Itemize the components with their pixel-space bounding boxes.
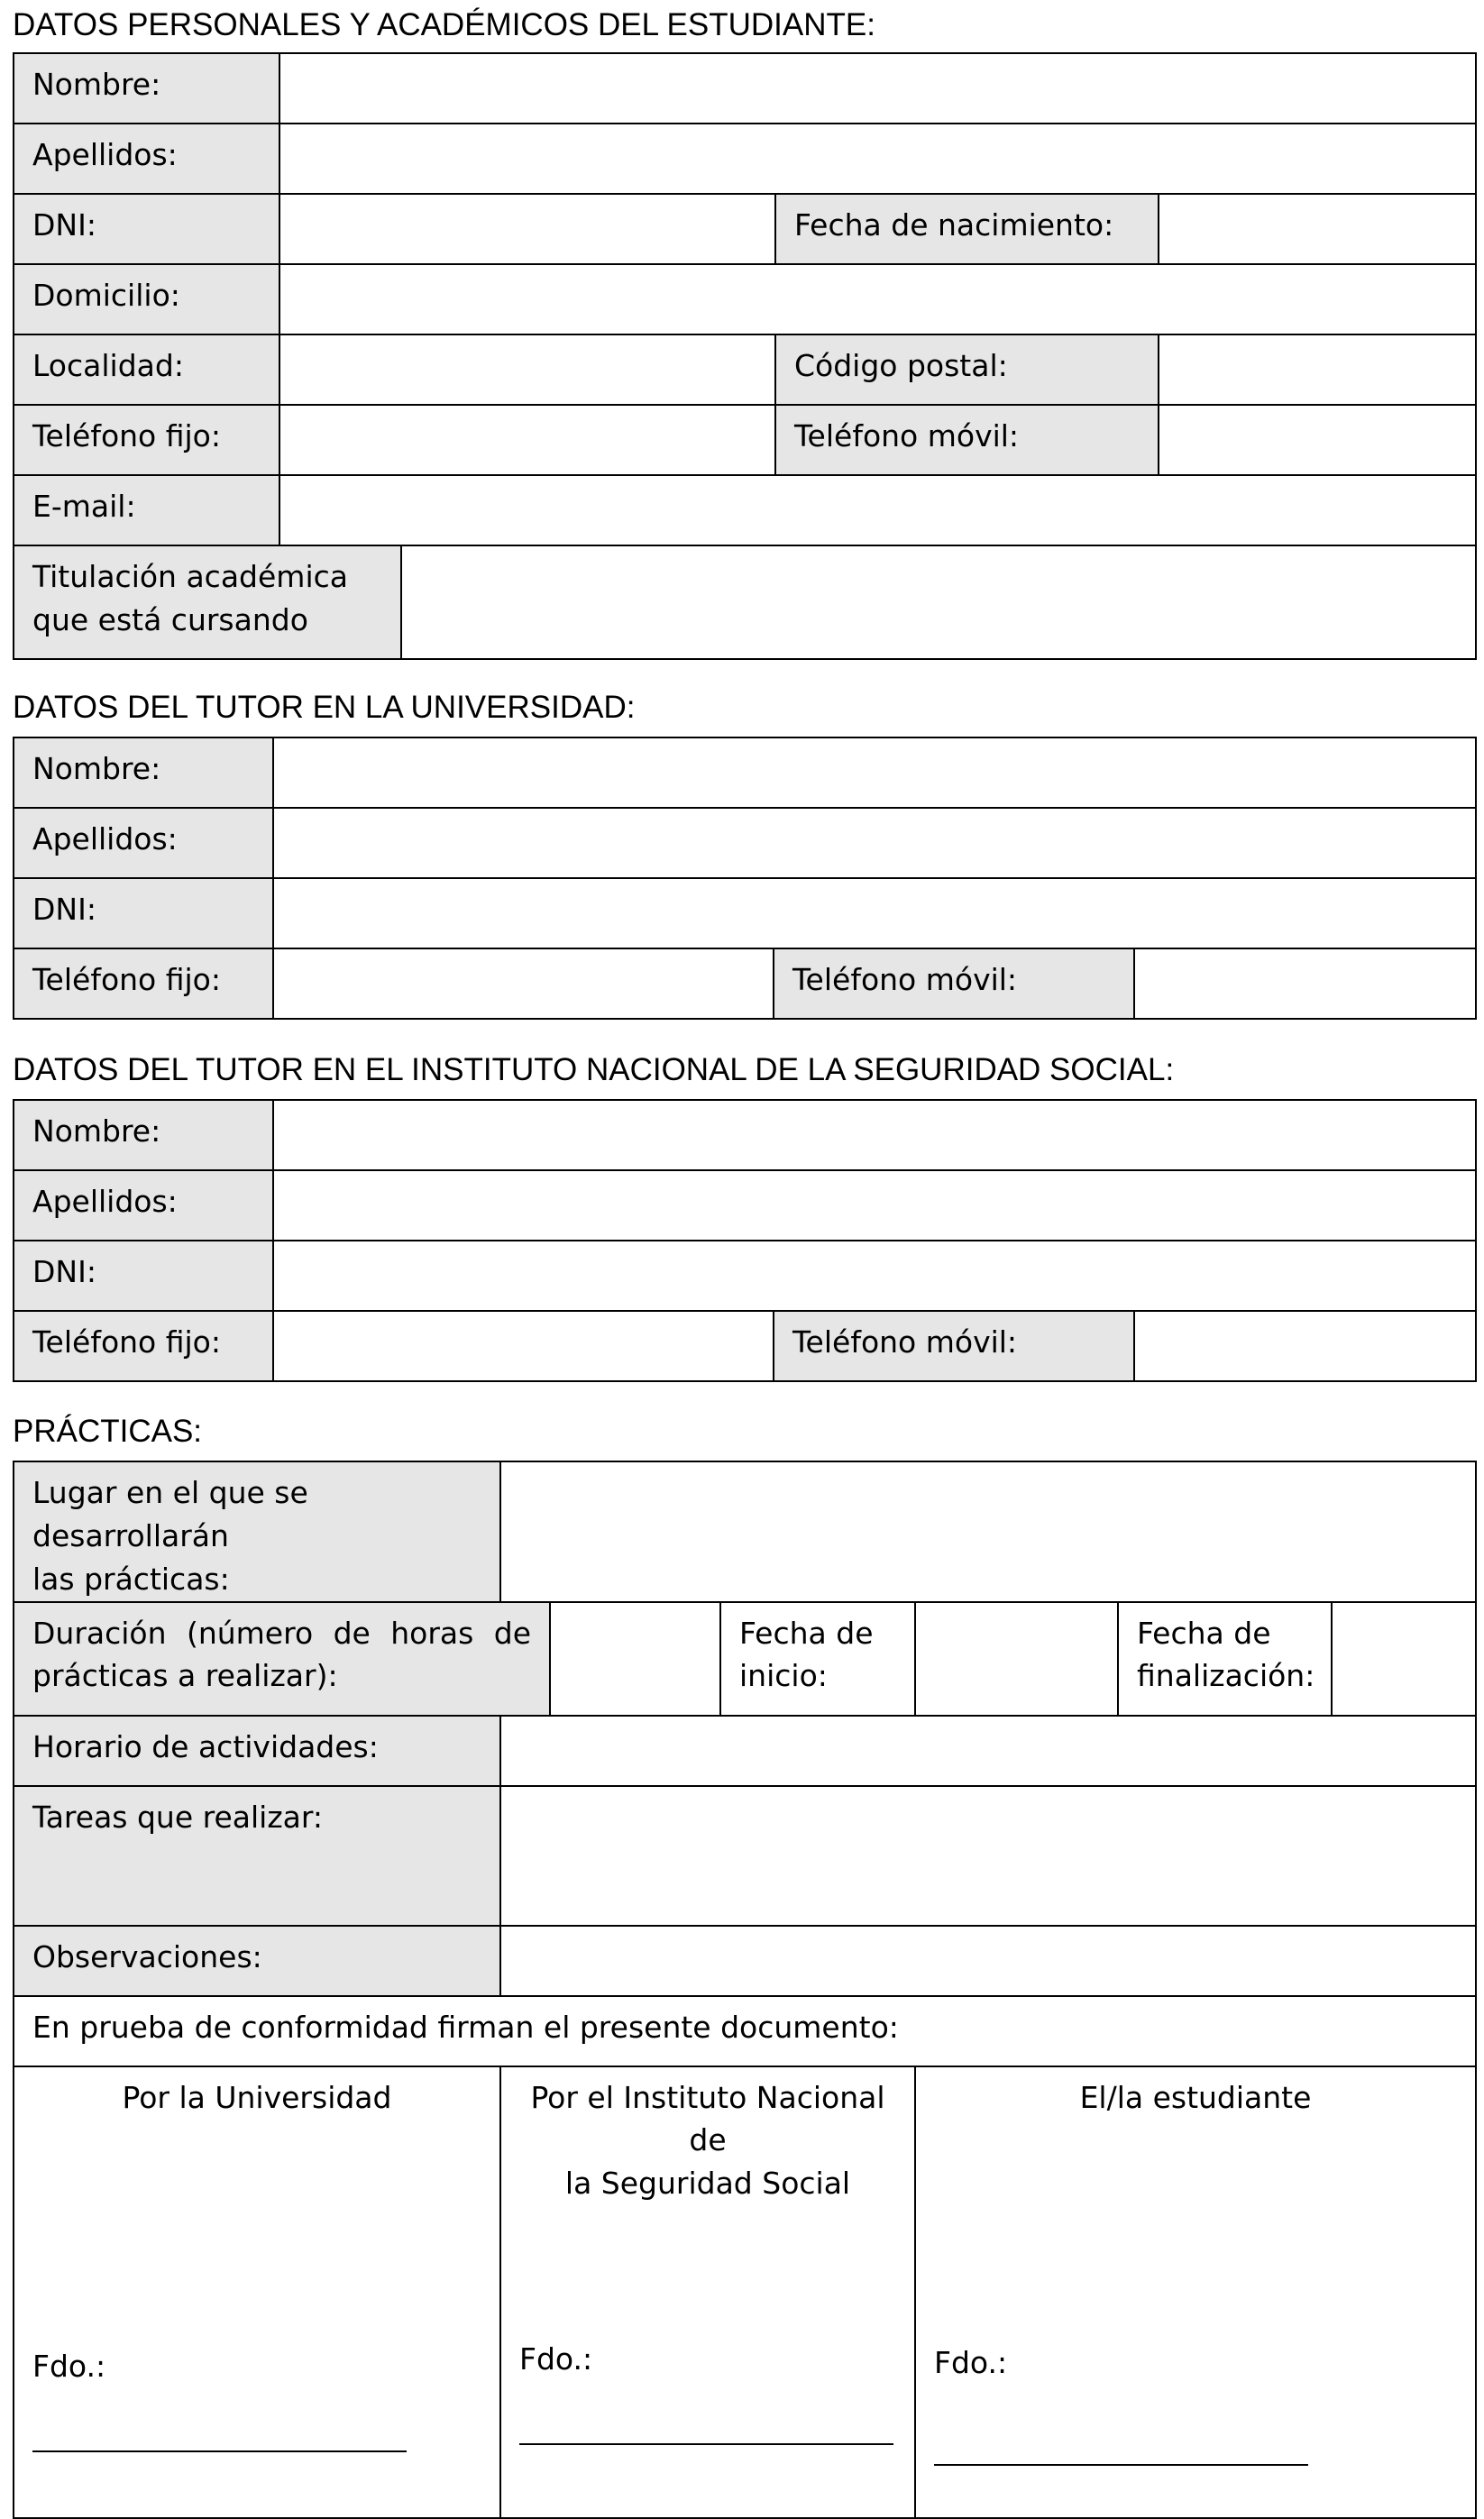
signature-universidad-fdo: Fdo.: [32,2348,106,2384]
observaciones-field[interactable] [500,1926,1476,1996]
fecha-fin-field[interactable] [1332,1602,1476,1716]
fecha-inicio-line1: Fecha de [739,1615,874,1651]
tutor-universidad-apellidos-label: Apellidos: [14,808,273,878]
student-telefono-movil-field[interactable] [1159,405,1476,475]
student-telefono-movil-label: Teléfono móvil: [775,405,1159,475]
student-titulacion-field[interactable] [401,545,1476,659]
tutor-universidad-heading: DATOS DEL TUTOR EN LA UNIVERSIDAD: [13,690,636,725]
student-apellidos-label: Apellidos: [14,124,279,194]
student-email-label: E-mail: [14,475,279,545]
tutor-inss-dni-field[interactable] [273,1241,1476,1311]
practicas-table [13,1461,1477,2519]
student-table [13,52,1477,660]
fecha-fin-label [1118,1602,1332,1716]
tutor-universidad-nombre-label: Nombre: [14,737,273,808]
tutor-inss-telefono-fijo-label: Teléfono fijo: [14,1311,273,1381]
signature-universidad[interactable] [14,2066,500,2518]
student-fecha-nacimiento-label: Fecha de nacimiento: [775,194,1159,264]
tutor-inss-apellidos-field[interactable] [273,1170,1476,1241]
tutor-universidad-dni-field[interactable] [273,878,1476,948]
tutor-universidad-telefono-fijo-field[interactable] [273,948,774,1019]
tutor-inss-dni-label: DNI: [14,1241,273,1311]
student-localidad-label: Localidad: [14,334,279,405]
student-apellidos-field[interactable] [279,124,1476,194]
tutor-universidad-dni-label: DNI: [14,878,273,948]
horario-field[interactable] [500,1716,1476,1786]
signature-universidad-line [32,2450,407,2452]
signature-inss-fdo: Fdo.: [519,2340,593,2377]
tutor-inss-nombre-field[interactable] [273,1100,1476,1170]
student-nombre-label: Nombre: [14,53,279,124]
fecha-inicio-field[interactable] [915,1602,1118,1716]
fecha-fin-line2: finalización: [1137,1658,1315,1694]
signature-inss-title-line1: Por el Instituto Nacional de [530,2079,885,2158]
duracion-label: Duración (número de horas de prácticas a realizar): [14,1602,550,1716]
tutor-inss-telefono-fijo-field[interactable] [273,1311,774,1381]
student-section-heading: DATOS PERSONALES Y ACADÉMICOS DEL ESTUDIANTE: [13,7,875,42]
student-dni-field[interactable] [279,194,775,264]
student-email-field[interactable] [279,475,1476,545]
student-nombre-field[interactable] [279,53,1476,124]
signature-estudiante-line [934,2464,1308,2466]
lugar-label [14,1461,500,1602]
practicas-heading: PRÁCTICAS: [13,1414,203,1449]
tutor-inss-table [13,1099,1477,1382]
student-telefono-fijo-label: Teléfono fijo: [14,405,279,475]
tutor-inss-telefono-movil-label: Teléfono móvil: [774,1311,1134,1381]
student-domicilio-field[interactable] [279,264,1476,334]
tutor-universidad-apellidos-field[interactable] [273,808,1476,878]
student-telefono-fijo-field[interactable] [279,405,775,475]
signature-estudiante-title: El/la estudiante [1079,2079,1312,2115]
student-codigo-postal-field[interactable] [1159,334,1476,405]
student-dni-label: DNI: [14,194,279,264]
signature-inss-title-line2: la Seguridad Social [564,2166,851,2202]
tutor-inss-telefono-movil-field[interactable] [1134,1311,1476,1381]
tutor-universidad-telefono-fijo-label: Teléfono fijo: [14,948,273,1019]
student-titulacion-label [14,545,401,659]
tareas-label: Tareas que realizar: [14,1786,500,1926]
student-codigo-postal-label: Código postal: [775,334,1159,405]
student-domicilio-label: Domicilio: [14,264,279,334]
tareas-field[interactable] [500,1786,1476,1926]
fecha-inicio-line2: inicio: [739,1658,828,1694]
horario-label: Horario de actividades: [14,1716,500,1786]
lugar-field[interactable] [500,1461,1476,1602]
student-titulacion-line1: Titulación académica [32,559,348,594]
signature-universidad-title: Por la Universidad [122,2079,392,2115]
student-fecha-nacimiento-field[interactable] [1159,194,1476,264]
tutor-universidad-table [13,737,1477,1020]
tutor-universidad-nombre-field[interactable] [273,737,1476,808]
lugar-line1: Lugar en el que se desarrollarán [32,1475,308,1553]
student-localidad-field[interactable] [279,334,775,405]
lugar-line2: las prácticas: [32,1561,230,1597]
signature-inss[interactable] [500,2066,915,2518]
conformidad-text: En prueba de conformidad firman el presente documento: [14,1996,1476,2066]
fecha-inicio-label [720,1602,915,1716]
duracion-field[interactable] [550,1602,720,1716]
observaciones-label: Observaciones: [14,1926,500,1996]
signature-estudiante-fdo: Fdo.: [934,2344,1008,2380]
tutor-universidad-telefono-movil-label: Teléfono móvil: [774,948,1134,1019]
tutor-inss-apellidos-label: Apellidos: [14,1170,273,1241]
tutor-inss-heading: DATOS DEL TUTOR EN EL INSTITUTO NACIONAL DE LA SEGURIDAD SOCIAL: [13,1052,1175,1087]
fecha-fin-line1: Fecha de [1137,1615,1271,1651]
signature-estudiante[interactable] [915,2066,1476,2518]
tutor-inss-nombre-label: Nombre: [14,1100,273,1170]
tutor-universidad-telefono-movil-field[interactable] [1134,948,1476,1019]
signature-inss-line [519,2443,893,2445]
student-titulacion-line2: que está cursando [32,601,308,637]
